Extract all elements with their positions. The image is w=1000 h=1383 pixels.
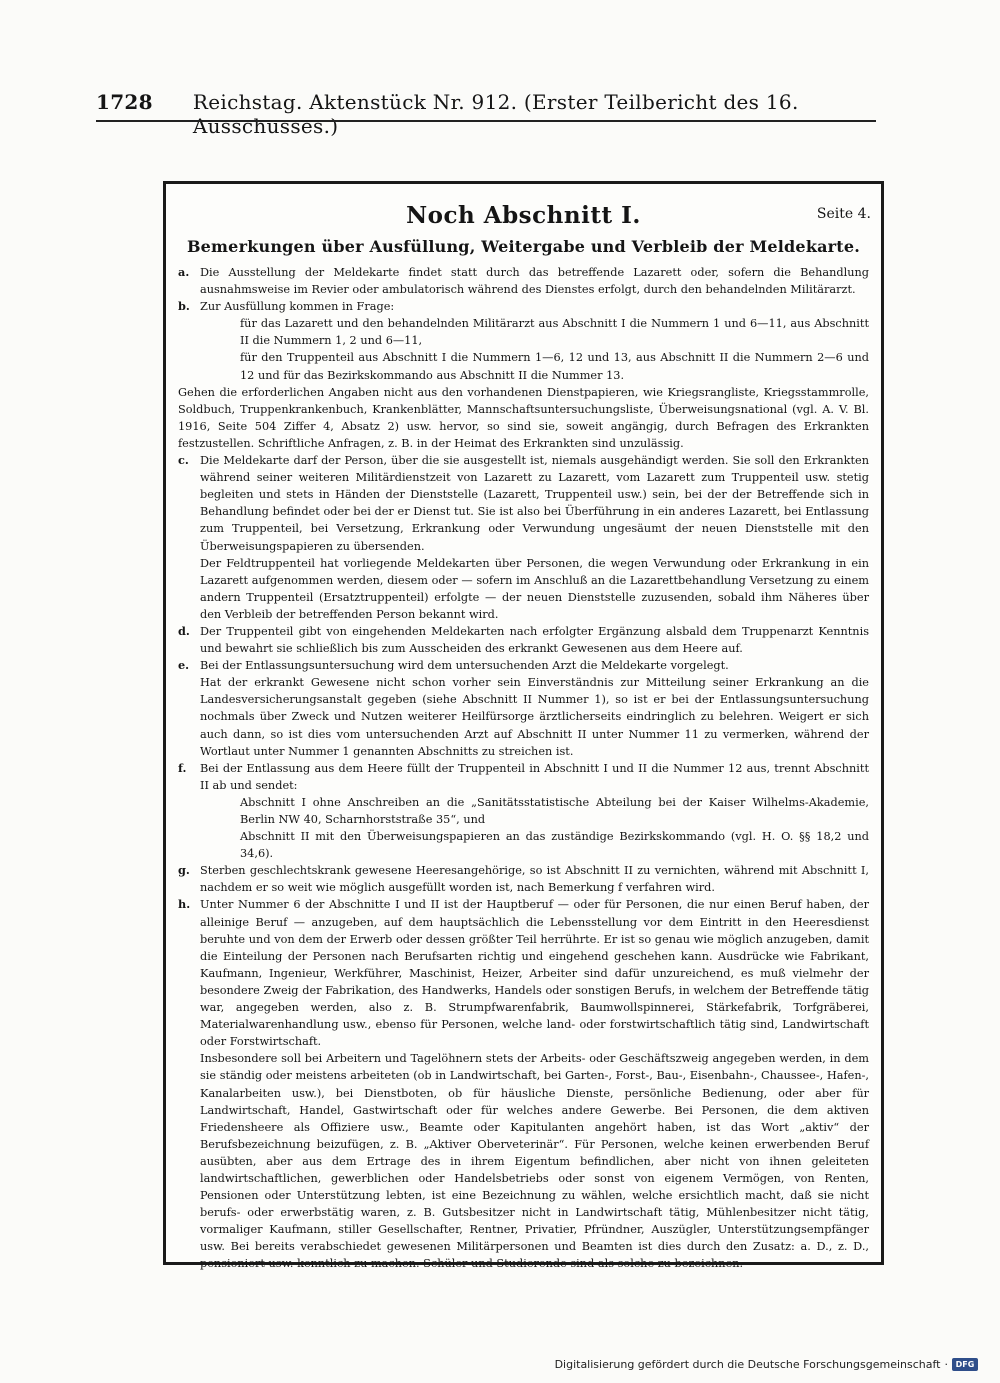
page-header	[96, 90, 876, 138]
page-marker: Seite 4.	[816, 206, 871, 222]
digitization-footer: Digitalisierung gefördert durch die Deutsche Forschungsgemeinschaft · DFG	[555, 1358, 978, 1371]
remark-c	[178, 452, 869, 623]
remark-paragraph: Abschnitt I ohne Anschreiben an die „Sanitätsstatistische Abteilung bei der Kaiser Wilhelms-Akademie, Berlin NW 40, Scharnhorststraße 35“, und	[240, 795, 869, 826]
remark-paragraph: Die Ausstellung der Meldekarte findet statt durch das betreffende Lazarett oder, sofern die Behandlung ausnahmsweise im Revier oder ambulatorisch während des Dienstes erfolgt, durch den behandelnden Militärarzt.	[200, 266, 869, 297]
remark-label: f.	[178, 760, 187, 775]
running-title: Reichstag. Aktenstück Nr. 912. (Erster Teilbericht des 16. Ausschusses.)	[192, 90, 799, 138]
remark-label: c.	[178, 453, 189, 468]
header-rule	[96, 120, 876, 122]
remark-paragraph: Gehen die erforderlichen Angaben nicht aus den vorhandenen Dienstpapieren, wie Kriegsrangliste, Kriegsstammrolle, Soldbuch, Truppenkrankenbuch, Krankenblätter, Mannschaftsuntersuchungsliste, Überweisungsnational (vgl. A. V. Bl. 1916, Seite 504 Ziffer 4, Absatz 2) usw. hervor, so sind sie, soweit angängig, durch Befragen des Erkrankten festzustellen. Schriftliche Anfragen, z. B. in der Heimat des Erkrankten sind unzulässig.	[178, 385, 869, 450]
remark-paragraph: Zur Ausfüllung kommen in Frage:	[200, 300, 395, 314]
remark-paragraph: Der Truppenteil gibt von eingehenden Meldekarten nach erfolgter Ergänzung alsbald dem Truppenarzt Kenntnis und bewahrt sie schließlich bis zum Ausscheiden des erkrankt Gewesenen aus dem Heere auf.	[200, 624, 869, 656]
remark-paragraph: Unter Nummer 6 der Abschnitte I und II ist der Hauptberuf — oder für Personen, die nur einen Beruf haben, der alleinige Beruf — anzugeben, auf dem hauptsächlich die Lebensstellung vor dem Eintritt in den Heeresdienst beruhte und von dem der Erwerb oder dessen größter Teil herrührte. Er ist so genau wie möglich anzugeben, damit die Einteilung der Personen nach Berufsarten richtig und eingehend geschehen kann. Ausdrücke wie Fabrikant, Kaufmann, Ingenieur, Werkführer, Maschinist, Heizer, Arbeiter sind dafür unzureichend, es muß vielmehr der besondere Zweig der Fabrikation, des Handwerks, Handels oder sonstigen Berufs, in welchem der Betreffende tätig war, angegeben werden, also z. B. Strumpfwarenfabrik, Baumwollspinnerei, Stärkefabrik, Torfgräberei, Materialwarenhandlung usw., ebenso für Personen, welche land- oder forstwirtschaftlich tätig sind, Landwirtschaft oder Forstwirtschaft.	[200, 898, 869, 1049]
remark-paragraph: Bei der Entlassungsuntersuchung wird dem untersuchenden Arzt die Meldekarte vorgelegt.	[200, 659, 729, 673]
document-box	[163, 181, 884, 1271]
remark-paragraph: Hat der erkrankt Gewesene nicht schon vorher sein Einverständnis zur Mitteilung seiner Erkrankung an die Landesversicherungsanstalt gegeben (siehe Abschnitt II Nummer 1), so ist er bei der Entlassungsuntersuchung nochmals über Zweck und Nutzen weiterer Heilfürsorge ärztlicherseits eindringlich zu belehren. Weigert er sich auch dann, so ist dies vom untersuchenden Arzt auf Abschnitt II unter Nummer 11 zu vermerken, während der Wortlaut unter Nummer 1 genannten Abschnitts zu streichen ist.	[200, 676, 869, 758]
dfg-logo-icon: DFG	[952, 1358, 978, 1371]
remark-a	[178, 264, 869, 298]
remark-paragraph: für das Lazarett und den behandelnden Militärarzt aus Abschnitt I die Nummern 1 und 6—11, aus Abschnitt II die Nummern 1, 2 und 6—11,	[240, 317, 869, 348]
remark-b	[178, 298, 869, 452]
remark-label: a.	[178, 265, 190, 279]
remark-paragraph: Der Feldtruppenteil hat vorliegende Meldekarten über Personen, die wegen Verwundung oder Erkrankung in ein Lazarett aufgenommen werden, diesem oder — sofern im Anschluß an die Lazarettbehandlung Versetzung zu einem andern Truppenteil (Ersatztruppenteil) erfolgte — der neuen Dienststelle zuzusenden, sobald ihm Näheres über den Verbleib der betreffenden Person bekannt wird.	[200, 556, 869, 621]
remark-f	[178, 760, 869, 863]
remark-paragraph: Die Meldekarte darf der Person, über die sie ausgestellt ist, niemals ausgehändigt werden. Sie soll den Erkrankten während seiner weiteren Militärdienstzeit von Lazarett zu Lazarett, vom Lazarett zum Truppenteil usw. stetig begleiten und stets in Händen der Dienststelle (Lazarett, Truppenteil usw.) sein, bei der der Betreffende sich in Behandlung befindet oder bei der er Dienst tut. Sie ist also bei Überführung in ein anderes Lazarett, bei Entlassung zum Truppenteil, bei Versetzung, Erkrankung oder Verwundung ungesäumt der neuen Dienststelle mit den Überweisungspapieren zu übersenden.	[200, 454, 869, 553]
page-number: 1728	[96, 90, 153, 114]
remark-label: e.	[178, 658, 190, 673]
remark-g	[178, 862, 869, 896]
remark-label: g.	[178, 863, 190, 878]
remark-h	[178, 896, 869, 1272]
footer-credit: Digitalisierung gefördert durch die Deutsche Forschungsgemeinschaft	[554, 1358, 941, 1371]
remark-label: d.	[178, 623, 190, 638]
remark-e	[178, 657, 869, 760]
remark-label: h.	[178, 897, 191, 912]
remark-label: b.	[178, 299, 190, 314]
remark-paragraph: Insbesondere soll bei Arbeitern und Tagelöhnern stets der Arbeits- oder Geschäftszweig angegeben werden, in dem sie ständig oder meistens arbeiteten (ob in Landwirtschaft, bei Garten-, Forst-, Bau-, Eisenbahn-, Chaussee-, Hafen-, Kanalarbeiten usw.), bei Dienstboten, ob für häusliche Dienste, persönliche Bedienung, oder aber für Landwirtschaft, Handel, Gastwirtschaft oder für welches andere Gewerbe. Bei Personen, die dem aktiven Friedensheere als Offiziere usw., Beamte oder Kapitulanten angehört haben, ist das Wort „aktiv“ der Berufsbezeichnung beizufügen, z. B. „Aktiver Oberveterinär“. Für Personen, welche keinen erwerbenden Beruf ausübten, aber aus dem Ertrage des in ihrem Eigentum befindlichen, aber nicht von ihnen geleiteten landwirtschaftlichen, gewerblichen oder Handelsbetriebs oder sonst von eigenem Vermögen, von Renten, Pensionen oder Unterstützung lebten, ist eine Bezeichnung zu wählen, welche ersichtlich macht, daß sie nicht berufs- oder erwerbstätig waren, z. B. Gutsbesitzer nicht in Landwirtschaft tätig, Mühlenbesitzer nicht tätig, vormaliger Kaufmann, stiller Gesellschafter, Rentner, Privatier, Pfründner, Auszügler, Unterstützungsempfänger usw. Bei bereits verabschiedet gewesenen Militärpersonen und Beamten ist dies durch den Zusatz: a. D., z. D., pensioniert usw. kenntlich zu machen. Schüler und Studierende sind als solche zu bezeichnen.	[200, 1052, 869, 1271]
remark-paragraph: Bei der Entlassung aus dem Heere füllt der Truppenteil in Abschnitt I und II die Nummer 12 aus, trennt Abschnitt II ab und sendet:	[200, 761, 869, 792]
section-subtitle: Bemerkungen über Ausfüllung, Weitergabe und Verbleib der Meldekarte.	[186, 237, 861, 256]
remark-paragraph: für den Truppenteil aus Abschnitt I die Nummern 1—6, 12 und 13, aus Abschnitt II die Nummern 2—6 und 12 und für das Bezirkskommando aus Abschnitt II die Nummer 13.	[240, 351, 869, 382]
remark-paragraph: Sterben geschlechtskrank gewesene Heeresangehörige, so ist Abschnitt II zu vernichten, während mit Abschnitt I, nachdem er so weit wie möglich ausgefüllt worden ist, nach Bemerkung f verfahren wird.	[200, 864, 869, 895]
remark-paragraph: Abschnitt II mit den Überweisungspapieren an das zuständige Bezirkskommando (vgl. H. O. §§ 18,2 und 34,6).	[240, 830, 869, 861]
remark-d	[178, 623, 869, 657]
section-title: Noch Abschnitt I.	[406, 202, 641, 229]
box-content	[178, 198, 869, 1273]
